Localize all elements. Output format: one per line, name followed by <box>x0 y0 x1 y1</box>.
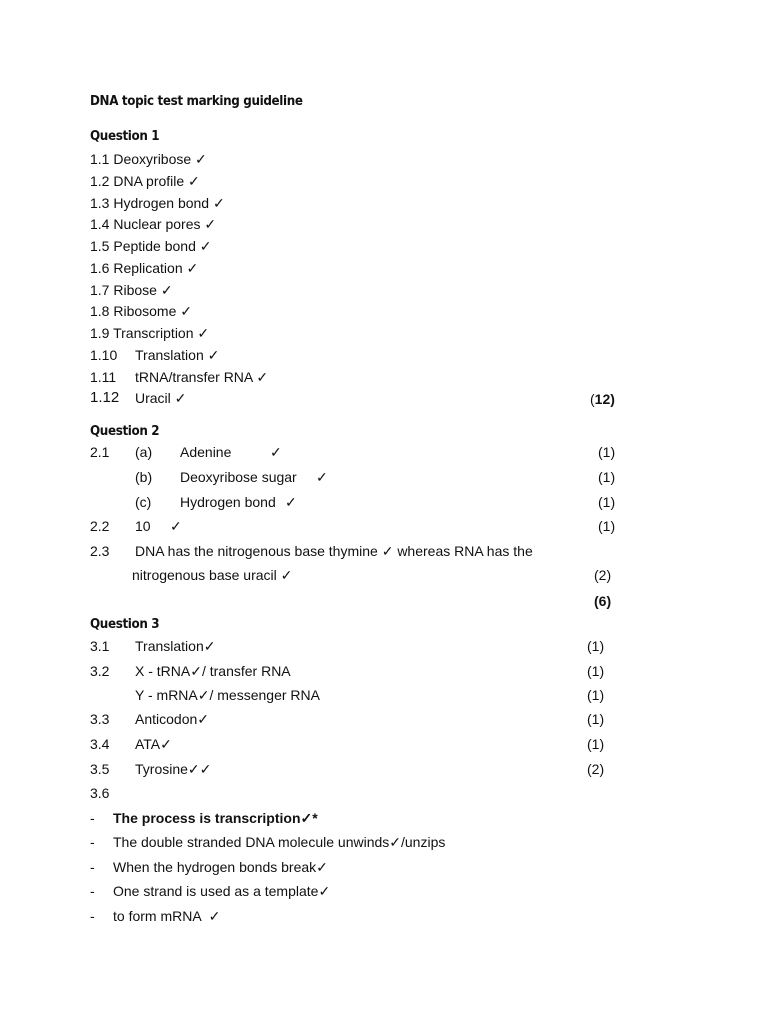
answer-1-12: Uracil ✓ <box>135 390 187 406</box>
mark-2-1-c: (1) <box>598 494 616 510</box>
total-value: 12) <box>594 391 615 407</box>
answer-1-1: 1.1 Deoxyribose ✓ <box>90 151 207 167</box>
sub-label-a: (a) <box>135 444 153 460</box>
answer-3-1: Translation✓ <box>135 638 216 654</box>
answer-1-10: Translation ✓ <box>135 347 220 363</box>
question-1-heading: Question 1 <box>90 129 160 144</box>
answer-1-9: 1.9 Transcription ✓ <box>90 325 210 341</box>
answer-1-2: 1.2 DNA profile ✓ <box>90 173 200 189</box>
sub-label-b: (b) <box>135 469 153 485</box>
question-number-3-1: 3.1 <box>90 638 110 654</box>
document-title: DNA topic test marking guideline <box>90 94 303 109</box>
bullet-dash: - <box>90 859 95 875</box>
question-2-total: (6) <box>594 593 612 609</box>
answer-3-6-point-2: The double stranded DNA molecule unwinds✓/unzips <box>113 834 446 850</box>
total-open-paren: ( <box>590 391 595 407</box>
question-number-1-11: 1.11 <box>90 369 117 385</box>
mark-3-4: (1) <box>587 736 605 752</box>
question-number-3-2: 3.2 <box>90 663 110 679</box>
mark-3-2-y: (1) <box>587 687 605 703</box>
answer-3-2-x: X - tRNA✓/ transfer RNA <box>135 663 291 679</box>
bullet-dash: - <box>90 908 95 924</box>
question-number-2-3: 2.3 <box>90 543 110 559</box>
answer-2-3-line-2: nitrogenous base uracil ✓ <box>132 567 293 583</box>
answer-1-5: 1.5 Peptide bond ✓ <box>90 238 212 254</box>
tick-2-1-a: ✓ <box>270 444 282 460</box>
mark-3-2-x: (1) <box>587 663 605 679</box>
answer-3-2-y: Y - mRNA✓/ messenger RNA <box>135 687 320 703</box>
bullet-dash: - <box>90 834 95 850</box>
mark-2-1-b: (1) <box>598 469 616 485</box>
answer-3-6-point-1: The process is transcription✓* <box>113 810 318 826</box>
bullet-dash: - <box>90 883 95 899</box>
answer-1-8: 1.8 Ribosome ✓ <box>90 303 192 319</box>
question-number-2-2: 2.2 <box>90 518 110 534</box>
question-number-3-4: 3.4 <box>90 736 110 752</box>
question-3-heading: Question 3 <box>90 617 160 632</box>
answer-1-7: 1.7 Ribose ✓ <box>90 282 173 298</box>
mark-3-3: (1) <box>587 711 605 727</box>
tick-2-1-b: ✓ <box>316 469 328 485</box>
mark-2-3: (2) <box>594 567 612 583</box>
answer-3-4: ATA✓ <box>135 736 172 752</box>
tick-2-1-c: ✓ <box>285 494 297 510</box>
mark-2-1-a: (1) <box>598 444 616 460</box>
bullet-dash: - <box>90 810 95 826</box>
answer-2-1-b: Deoxyribose sugar <box>180 469 297 485</box>
question-number-3-6: 3.6 <box>90 785 110 801</box>
answer-3-6-point-5: to form mRNA ✓ <box>113 908 221 924</box>
question-1-total <box>590 391 615 407</box>
answer-2-1-a: Adenine <box>180 444 232 460</box>
answer-2-1-c: Hydrogen bond <box>180 494 276 510</box>
answer-1-4: 1.4 Nuclear pores ✓ <box>90 216 217 232</box>
question-2-heading: Question 2 <box>90 424 160 439</box>
mark-2-2: (1) <box>598 518 616 534</box>
mark-3-5: (2) <box>587 761 605 777</box>
answer-3-6-point-4: One strand is used as a template✓ <box>113 883 331 899</box>
answer-3-3: Anticodon✓ <box>135 711 209 727</box>
question-number-1-12: 1.12 <box>90 389 120 406</box>
question-number-3-5: 3.5 <box>90 761 110 777</box>
tick-2-2: ✓ <box>170 518 182 534</box>
answer-3-5: Tyrosine✓✓ <box>135 761 212 777</box>
question-number-3-3: 3.3 <box>90 711 110 727</box>
answer-2-2: 10 <box>135 518 151 534</box>
mark-3-1: (1) <box>587 638 605 654</box>
sub-label-c: (c) <box>135 494 152 510</box>
answer-1-11: tRNA/transfer RNA ✓ <box>135 369 269 385</box>
answer-1-3: 1.3 Hydrogen bond ✓ <box>90 195 225 211</box>
question-number-2-1: 2.1 <box>90 444 110 460</box>
answer-1-6: 1.6 Replication ✓ <box>90 260 199 276</box>
answer-3-6-point-3: When the hydrogen bonds break✓ <box>113 859 328 875</box>
question-number-1-10: 1.10 <box>90 347 118 363</box>
answer-2-3-line-1: DNA has the nitrogenous base thymine ✓ whereas RNA has the <box>135 543 533 559</box>
